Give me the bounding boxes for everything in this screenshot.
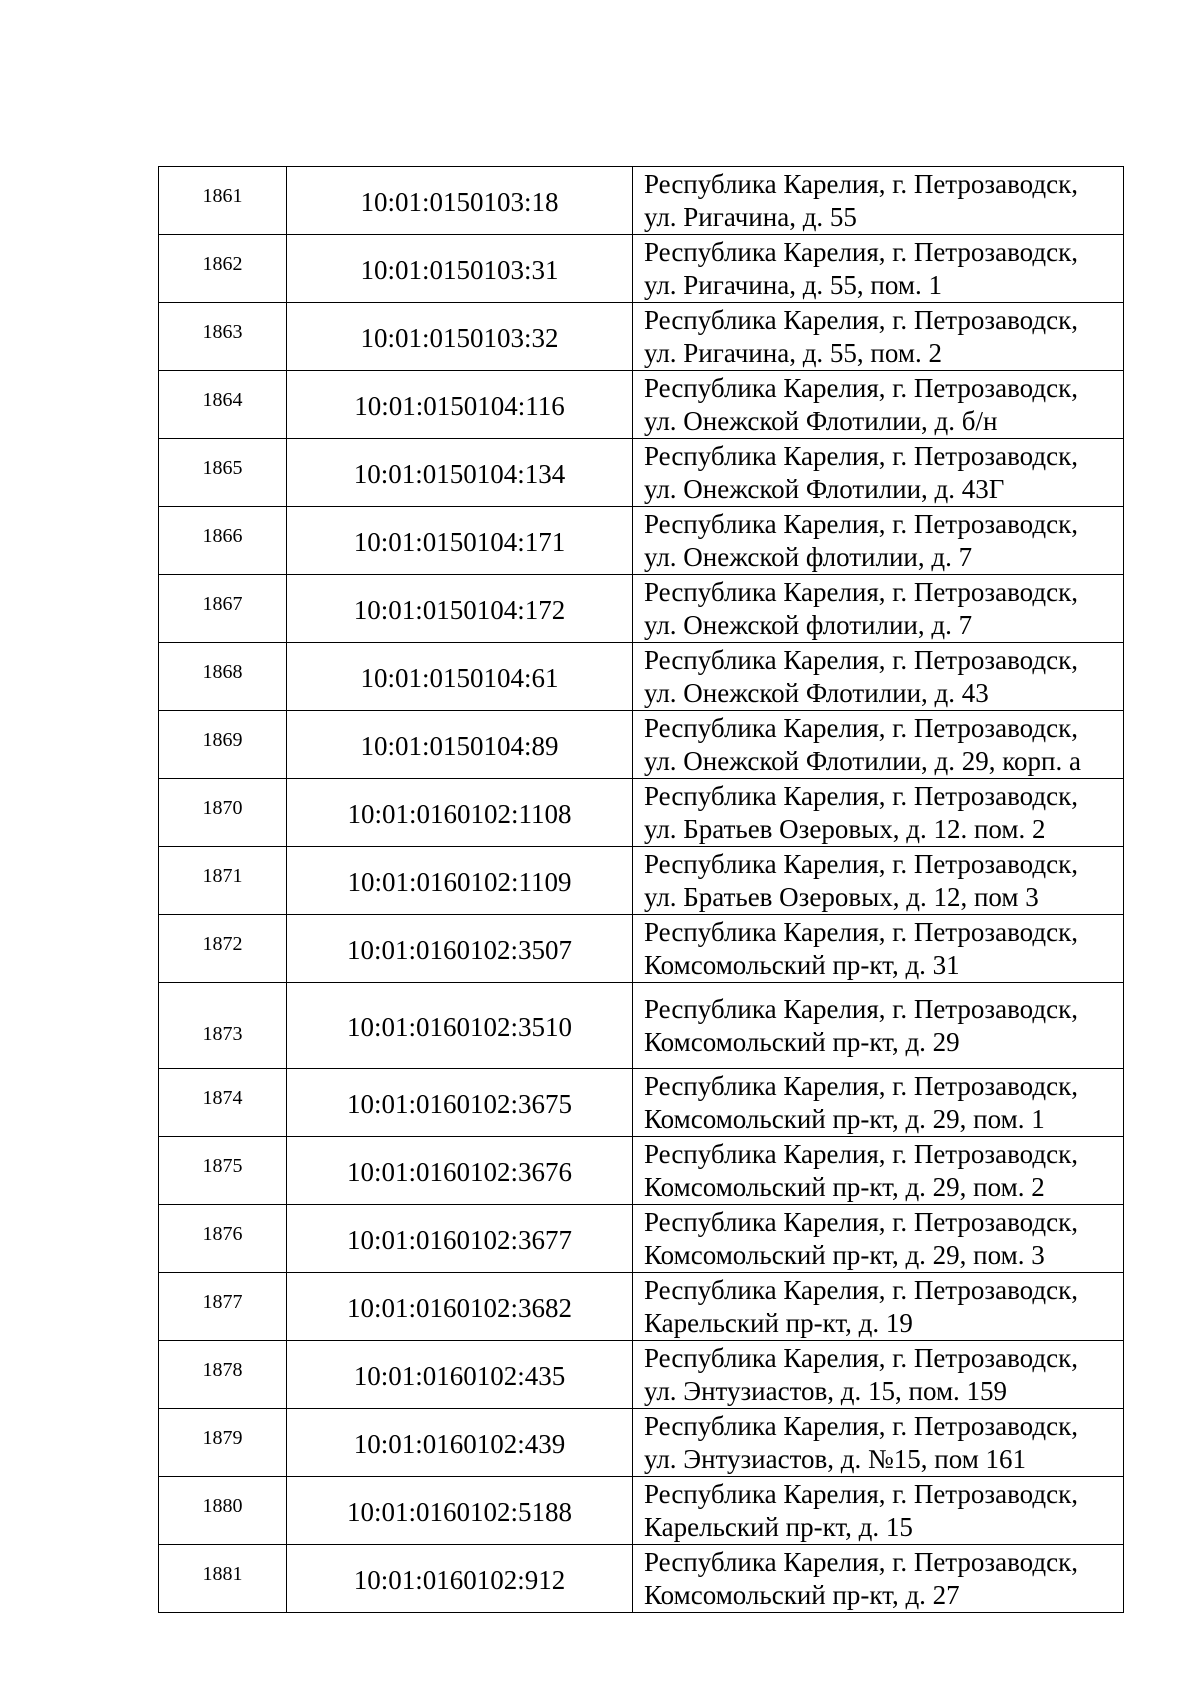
table-row [159,643,1124,711]
address-cell [633,1341,1124,1409]
address-line-1: Республика Карелия, г. Петрозаводск, [644,849,1078,879]
address-line-1: Республика Карелия, г. Петрозаводск, [644,509,1078,539]
row-number: 1865 [159,439,287,507]
address-line-2: ул. Ригачина, д. 55, пом. 1 [644,270,942,300]
address-cell [633,711,1124,779]
cadastral-number: 10:01:0160102:3510 [287,983,633,1069]
cadastral-number: 10:01:0160102:3675 [287,1069,633,1137]
address-line-2: Комсомольский пр-кт, д. 31 [644,950,960,980]
address-line-1: Республика Карелия, г. Петрозаводск, [644,169,1078,199]
table-row [159,1477,1124,1545]
address-cell [633,779,1124,847]
table-row [159,1137,1124,1205]
address-cell [633,167,1124,235]
address-cell [633,371,1124,439]
address-cell [633,507,1124,575]
cadastral-number: 10:01:0150104:171 [287,507,633,575]
property-table [158,166,1124,1613]
cadastral-number: 10:01:0160102:912 [287,1545,633,1613]
address-line-1: Республика Карелия, г. Петрозаводск, [644,1207,1078,1237]
address-line-2: Комсомольский пр-кт, д. 29, пом. 3 [644,1240,1045,1270]
address-line-2: Комсомольский пр-кт, д. 27 [644,1580,960,1610]
cadastral-number: 10:01:0160102:435 [287,1341,633,1409]
row-number: 1871 [159,847,287,915]
table-row [159,983,1124,1069]
address-line-1: Республика Карелия, г. Петрозаводск, [644,1411,1078,1441]
address-line-2: ул. Онежской Флотилии, д. 43Г [644,474,1005,504]
address-line-1: Республика Карелия, г. Петрозаводск, [644,1479,1078,1509]
table-row [159,439,1124,507]
row-number: 1868 [159,643,287,711]
address-line-1: Республика Карелия, г. Петрозаводск, [644,373,1078,403]
address-cell [633,1545,1124,1613]
row-number: 1881 [159,1545,287,1613]
cadastral-number: 10:01:0160102:3676 [287,1137,633,1205]
address-cell [633,1205,1124,1273]
table-row [159,915,1124,983]
address-line-1: Республика Карелия, г. Петрозаводск, [644,305,1078,335]
cadastral-number: 10:01:0150103:32 [287,303,633,371]
address-line-2: Комсомольский пр-кт, д. 29 [644,1027,960,1057]
row-number: 1867 [159,575,287,643]
row-number: 1864 [159,371,287,439]
cadastral-number: 10:01:0150104:116 [287,371,633,439]
row-number: 1880 [159,1477,287,1545]
address-cell [633,235,1124,303]
address-line-1: Республика Карелия, г. Петрозаводск, [644,645,1078,675]
address-line-1: Республика Карелия, г. Петрозаводск, [644,781,1078,811]
table-row [159,847,1124,915]
address-line-2: ул. Онежской Флотилии, д. 43 [644,678,989,708]
address-line-2: ул. Ригачина, д. 55 [644,202,857,232]
row-number: 1873 [159,983,287,1069]
address-cell [633,1273,1124,1341]
address-cell [633,575,1124,643]
cadastral-number: 10:01:0160102:1109 [287,847,633,915]
address-line-1: Республика Карелия, г. Петрозаводск, [644,1547,1078,1577]
row-number: 1879 [159,1409,287,1477]
address-line-2: ул. Онежской Флотилии, д. 29, корп. а [644,746,1081,776]
address-cell [633,915,1124,983]
row-number: 1874 [159,1069,287,1137]
table-row [159,779,1124,847]
address-line-1: Республика Карелия, г. Петрозаводск, [644,577,1078,607]
table-row [159,1205,1124,1273]
address-line-2: Карельский пр-кт, д. 15 [644,1512,913,1542]
cadastral-number: 10:01:0160102:3507 [287,915,633,983]
address-cell [633,303,1124,371]
cadastral-number: 10:01:0160102:1108 [287,779,633,847]
address-cell [633,1409,1124,1477]
cadastral-number: 10:01:0160102:3677 [287,1205,633,1273]
address-line-1: Республика Карелия, г. Петрозаводск, [644,1343,1078,1373]
address-line-2: Комсомольский пр-кт, д. 29, пом. 1 [644,1104,1045,1134]
table-row [159,167,1124,235]
row-number: 1872 [159,915,287,983]
cadastral-number: 10:01:0150104:134 [287,439,633,507]
table-row [159,1069,1124,1137]
cadastral-number: 10:01:0150103:18 [287,167,633,235]
address-line-2: ул. Братьев Озеровых, д. 12. пом. 2 [644,814,1046,844]
address-line-1: Республика Карелия, г. Петрозаводск, [644,917,1078,947]
table-row [159,1409,1124,1477]
address-cell [633,983,1124,1069]
address-line-2: Комсомольский пр-кт, д. 29, пом. 2 [644,1172,1045,1202]
row-number: 1870 [159,779,287,847]
address-line-2: ул. Братьев Озеровых, д. 12, пом 3 [644,882,1039,912]
address-cell [633,847,1124,915]
address-line-2: ул. Онежской Флотилии, д. б/н [644,406,998,436]
row-number: 1877 [159,1273,287,1341]
cadastral-number: 10:01:0160102:5188 [287,1477,633,1545]
address-line-1: Республика Карелия, г. Петрозаводск, [644,1275,1078,1305]
address-line-1: Республика Карелия, г. Петрозаводск, [644,1071,1078,1101]
row-number: 1876 [159,1205,287,1273]
row-number: 1878 [159,1341,287,1409]
table-row [159,1341,1124,1409]
table-row [159,1545,1124,1613]
table-row [159,711,1124,779]
address-line-1: Республика Карелия, г. Петрозаводск, [644,994,1078,1024]
row-number: 1869 [159,711,287,779]
cadastral-number: 10:01:0150104:89 [287,711,633,779]
address-line-2: ул. Ригачина, д. 55, пом. 2 [644,338,942,368]
table-row [159,371,1124,439]
row-number: 1866 [159,507,287,575]
address-cell [633,643,1124,711]
cadastral-number: 10:01:0150104:172 [287,575,633,643]
row-number: 1863 [159,303,287,371]
address-line-2: ул. Онежской флотилии, д. 7 [644,542,973,572]
address-line-1: Республика Карелия, г. Петрозаводск, [644,1139,1078,1169]
table-row [159,1273,1124,1341]
table-row [159,507,1124,575]
address-cell [633,1137,1124,1205]
address-line-2: ул. Энтузиастов, д. 15, пом. 159 [644,1376,1008,1406]
address-line-1: Республика Карелия, г. Петрозаводск, [644,441,1078,471]
address-line-2: Карельский пр-кт, д. 19 [644,1308,913,1338]
address-line-1: Республика Карелия, г. Петрозаводск, [644,713,1078,743]
row-number: 1861 [159,167,287,235]
address-cell [633,439,1124,507]
address-cell [633,1477,1124,1545]
cadastral-number: 10:01:0160102:3682 [287,1273,633,1341]
cadastral-number: 10:01:0160102:439 [287,1409,633,1477]
table-row [159,235,1124,303]
row-number: 1862 [159,235,287,303]
address-line-2: ул. Онежской флотилии, д. 7 [644,610,973,640]
address-line-1: Республика Карелия, г. Петрозаводск, [644,237,1078,267]
address-line-2: ул. Энтузиастов, д. №15, пом 161 [644,1444,1027,1474]
cadastral-number: 10:01:0150103:31 [287,235,633,303]
address-cell [633,1069,1124,1137]
table-row [159,303,1124,371]
table-row [159,575,1124,643]
cadastral-number: 10:01:0150104:61 [287,643,633,711]
row-number: 1875 [159,1137,287,1205]
